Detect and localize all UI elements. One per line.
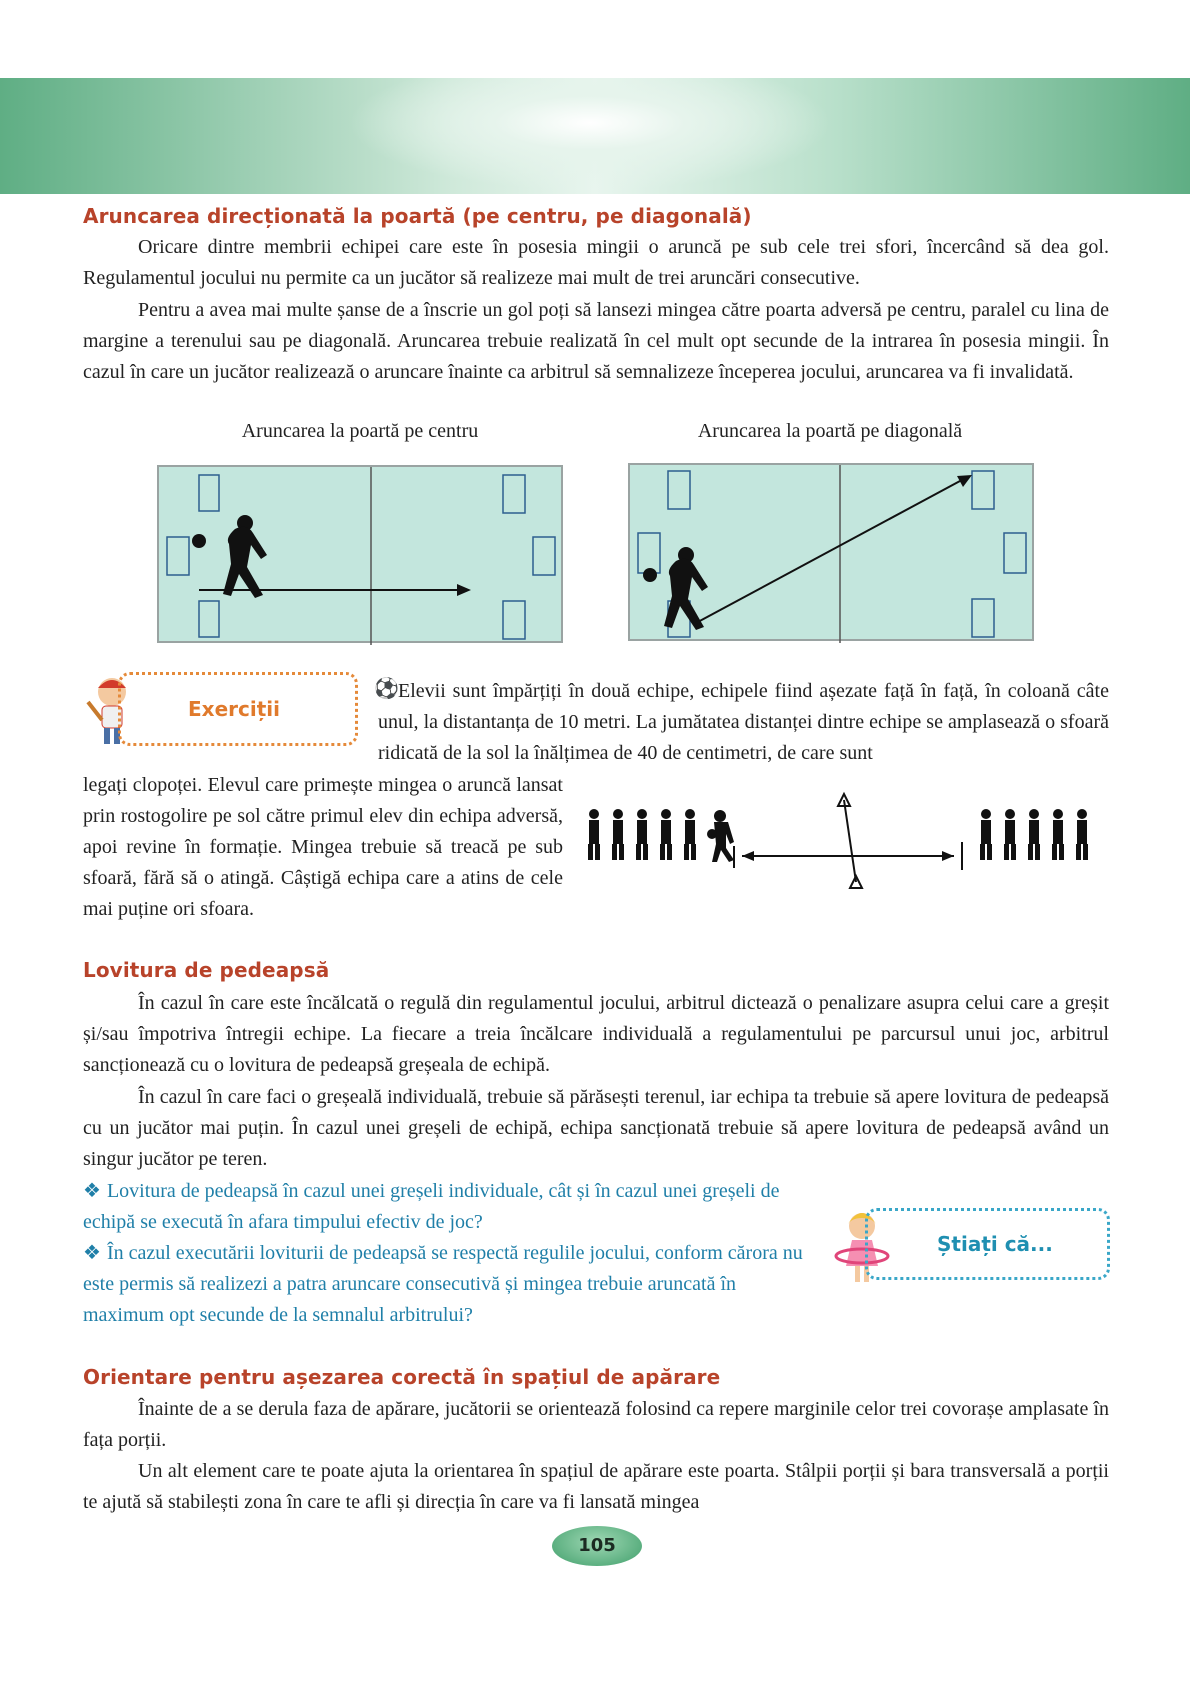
caption-diagonal: Aruncarea la poartă pe diagonală — [697, 420, 963, 442]
exercise-text-bottom: legați clopoței. Elevul care primește mingea o aruncă lansat prin rostogolire pe sol către primul elev din echipa adversă, apoi revine în formație. Mingea trebuie să treacă pe sub sfoară, fără să o atingă. Câștigă echipa care a atins de cele mai puține ori sfoara. — [83, 774, 563, 920]
paragraph: În cazul în care este încălcată o regulă din regulamentul jocului, arbitrul dictează o penalizare asupra celui care a greșit și/sau împotriva întregii echipe. La fiecare a treia încălcare individuală a regulamentului pe parcursul unui joc, arbitrul sancționează cu o lovitura de pedeapsă greșeala de echipă. — [83, 992, 1109, 1076]
page-number: 105 — [552, 1526, 642, 1566]
bowler-silhouette — [643, 547, 708, 630]
exercise-title: Exerciții — [188, 697, 280, 721]
question-text: În cazul executării loviturii de pedeapsă se respectă regulile jocului, conform cărora nu este permis să realizezi a patra aruncare consecutivă și mingea trebuie aruncată în maximum opt secunde de la semnalul arbitrului? — [83, 1242, 803, 1326]
soccer-ball-icon: ⚽ — [374, 678, 399, 700]
diamond-bullet-icon: ❖ — [83, 1180, 101, 1202]
question-item — [83, 1176, 803, 1238]
question-item — [83, 1238, 803, 1331]
exercise-drill-illustration — [584, 790, 1110, 890]
paragraph: Un alt element care te poate ajuta la orientarea în spațiul de apărare este poarta. Stâlpii porții și bara transversală a porții te ajută să stabilești zona în care te afli și direcția în care va fi lansată mingea — [83, 1460, 1109, 1513]
header-banner — [0, 78, 1190, 194]
diamond-bullet-icon: ❖ — [83, 1242, 101, 1264]
paragraph: Pentru a avea mai multe șanse de a înscrie un gol poți să lansezi mingea către poarta adversă pe centru, paralel cu lina de margine a terenului sau pe diagonală. Aruncarea trebuie realizată în cel mult opt secunde de la intrarea în posesia mingii. În cazul în care un jucător realizează o aruncare înainte ca arbitrul să semnalizeze începerea jocului, aruncarea va fi invalidată. — [83, 299, 1109, 383]
court-diagram-center — [157, 465, 563, 643]
section-heading-penalty: Lovitura de pedeapsă — [83, 958, 330, 982]
paragraph: Oricare dintre membrii echipei care este în posesia mingii o aruncă pe sub cele trei sfori, încercând să dea gol. Regulamentul jocului nu permite ca un jucător să realizeze mai mult de trei aruncări consecutive. — [83, 236, 1109, 289]
did-you-know-title: Știați că... — [937, 1232, 1053, 1256]
section-heading-throw: Aruncarea direcționată la poartă (pe centru, pe diagonală) — [83, 204, 752, 228]
team-left — [588, 809, 734, 862]
exercise-text-top: Elevii sunt împărțiți în două echipe, echipele fiind așezate față în față, în coloană câte unul, la distantanța de 10 metri. La jumătatea distanței dintre echipe se amplasează o sfoară ridicată de la sol la înălțimea de 40 de centimetri, de care sunt — [378, 680, 1109, 764]
caption-center: Aruncarea la poartă pe centru — [241, 420, 479, 442]
court-center-drawing — [159, 467, 565, 645]
court-diagonal-drawing — [630, 465, 1036, 643]
bowler-silhouette — [192, 515, 267, 598]
question-text: Lovitura de pedeapsă în cazul unei greșeli individuale, cât și în cazul unei greșeli de echipă se execută în afara timpului efectiv de joc? — [83, 1180, 780, 1233]
court-diagram-diagonal — [628, 463, 1034, 641]
paragraph: În cazul în care faci o greșeală individuală, trebuie să părăsești terenul, iar echipa ta trebuie să apere lovitura de pedeapsă cu un jucător mai puțin. În cazul unei greșeli de echipă, echipa sancționată trebuie să apere lovitura de pedeapsă având un singur jucător pe teren. — [83, 1086, 1109, 1170]
section-heading-defense: Orientare pentru așezarea corectă în spațiul de apărare — [83, 1365, 721, 1389]
paragraph: Înainte de a se derula faza de apărare, jucătorii se orientează folosind ca repere marginile celor trei covorașe amplasate în fața porții. — [83, 1398, 1109, 1451]
team-right — [980, 809, 1088, 860]
